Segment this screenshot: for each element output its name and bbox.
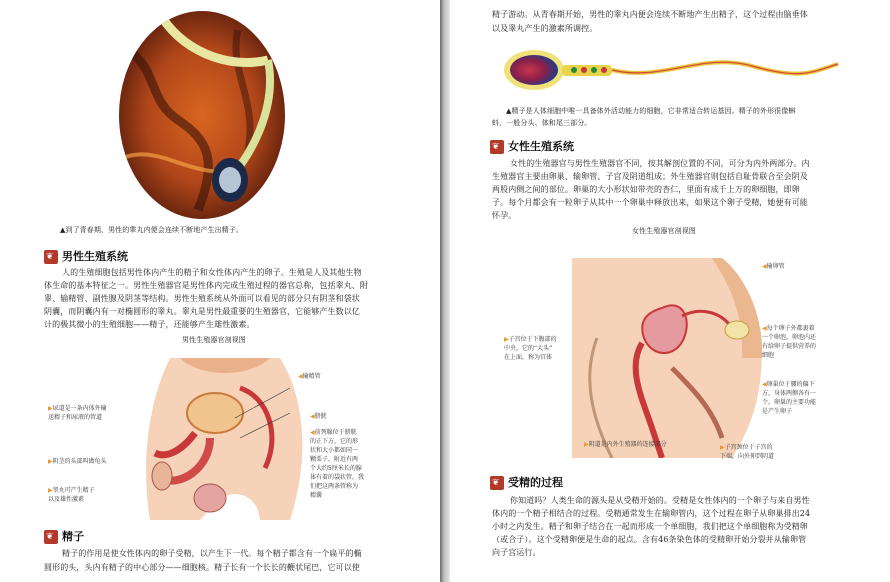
heading-sperm: ❦精子 (44, 528, 84, 546)
label-prostate: ◀前列腺位于膀胱 的正下方，它的形 状和大小都如同一 颗栗子，附近有两 个大约5厘米长的腺 体有着的袋状管，我 们把这两条管称为 精囊 (310, 429, 365, 499)
fleur-icon (490, 476, 504, 490)
label-cervix: ▶子宫颈位于子宫的 下端，向外伸到阴道 (720, 444, 775, 460)
label-vas-deferens: ◀输精管 (298, 373, 321, 380)
heading-male-system: ❦男性生殖系统 (44, 248, 128, 266)
label-ovary: ◀卵巢位于腰的偏下 方，身体两侧各有一 个。卵巢的主要功能 是产生卵子 (762, 381, 817, 415)
female-system-line: 生殖器官主要由卵巢、输卵管、子宫及阴道组成；外生殖器官则包括自耻骨联合至会阴及 (492, 172, 808, 181)
fertilization-line: 体内的一个精子相结合的过程。受精通常发生在输卵管内，这个过程在卵子从卵巢排出24 (492, 509, 811, 518)
male-system-line: 睾、输精管、副性腺及阴茎等结构。男性生殖系统从外面可以看见的部分只有阴茎和袋状 (44, 294, 360, 303)
label-egg-follicle: ◀每个卵子外都裹着 一个卵泡，卵泡内还 有给卵子提供营养的 细胞 (762, 325, 817, 359)
female-system-line: 怀孕。 (492, 211, 517, 220)
fleur-icon (44, 250, 58, 264)
male-system-line: 计的极其微小的生殖细胞——精子，还能够产生雄性激素。 (44, 320, 255, 329)
female-system-line: 子。每个月都会有一粒卵子从其中一个卵巢中释放出来，如果这个卵子受精，她便有可能 (492, 198, 808, 207)
photo-caption: ▲到了青春期，男性的睾丸内便会连续不断地产生出精子。 (60, 226, 243, 234)
male-system-line: 阴囊，而阴囊内有一对椭圆形的睾丸。睾丸是男性最重要的生殖器官，它能够产生数以亿 (44, 307, 360, 316)
left-page (0, 0, 440, 582)
female-system-line: 两股内侧之间的部位。卵巢的大小形状如带壳的杏仁，里面有成千上万的卵细胞，即卵 (492, 185, 800, 194)
label-uterus: ▶子宫位于下腹部的 中央，它的“大头” 在上面，称为宫体 (504, 336, 557, 361)
female-anatomy-diagram (572, 258, 768, 458)
sperm-line: 精子的作用是使女性体内的卵子受精，以产生下一代。每个精子都含有一个扁平的椭 (62, 549, 362, 558)
sperm-egg-microphoto (118, 10, 286, 220)
fertilization-line: 你知道吗？人类生命的源头是从受精开始的。受精是女性体内的一个卵子与来自男性 (510, 496, 810, 505)
female-system-line: 女性的生殖器官与男性生殖器官不同，按其解剖位置的不同，可分为内外两部分。内 (510, 159, 810, 168)
sperm-caption: ▲精子是人体细胞中唯一具备体外活动能力的细胞，它非常适合转运基因。精子的外形很像蝌 (506, 107, 796, 115)
label-bladder: ◀膀胱 (310, 413, 327, 420)
heading-female-system: ❦女性生殖系统 (490, 138, 574, 156)
male-diagram-title: 男性生殖器官剖视图 (182, 336, 246, 344)
label-testis: ▶睾丸可产生精子 以及雄性激素 (48, 487, 95, 503)
female-diagram-title: 女性生殖器官剖视图 (632, 227, 696, 235)
male-system-line: 人的生殖细胞包括男性体内产生的精子和女性体内产生的卵子。生殖是人及其他生物 (62, 268, 362, 277)
intro-line: 以及睾丸产生的激素所调控。 (492, 24, 598, 33)
fleur-icon (44, 530, 58, 544)
fertilization-line: 小时之内发生。精子和卵子结合在一起而形成一个单细胞，我们把这个单细胞称为受精卵 (492, 522, 808, 531)
sperm-line: 圆形的头，头内有精子的中心部分——细胞核。精子长有一个长长的鞭状尾巴，它可以使 (44, 563, 360, 572)
sperm-illustration (502, 42, 842, 98)
book-gutter (440, 0, 450, 582)
label-fallopian-tube: ◀输卵管 (762, 263, 785, 270)
intro-line: 精子游动。从青春期开始，男性的睾丸内便会连续不断地产生出精子，这个过程由脑垂体 (492, 10, 808, 19)
fertilization-line: 向子宫运行。 (492, 548, 541, 557)
label-glans: ▶阴茎的头部叫做龟头 (48, 458, 107, 465)
heading-fertilization: ❦受精的过程 (490, 474, 563, 492)
right-page (450, 0, 890, 582)
fleur-icon (490, 140, 504, 154)
sperm-caption: 蚪，一般分头、体和尾三部分。 (492, 119, 592, 127)
fertilization-line: （或合子）。这个受精卵便是生命的起点。含有46条染色体的受精卵开始分裂并从输卵管 (492, 535, 807, 544)
label-urethra: ▶尿道是一条内体外输 送精子和尿液的管道 (48, 405, 107, 421)
male-anatomy-diagram (140, 358, 310, 520)
male-system-line: 体生命的基本特征之一。男性生殖器官是男性体内完成生殖过程的器官总称，包括睾丸、附 (44, 281, 368, 290)
label-vagina: ▶阴道是内外生殖器的连接部分 (584, 441, 667, 448)
